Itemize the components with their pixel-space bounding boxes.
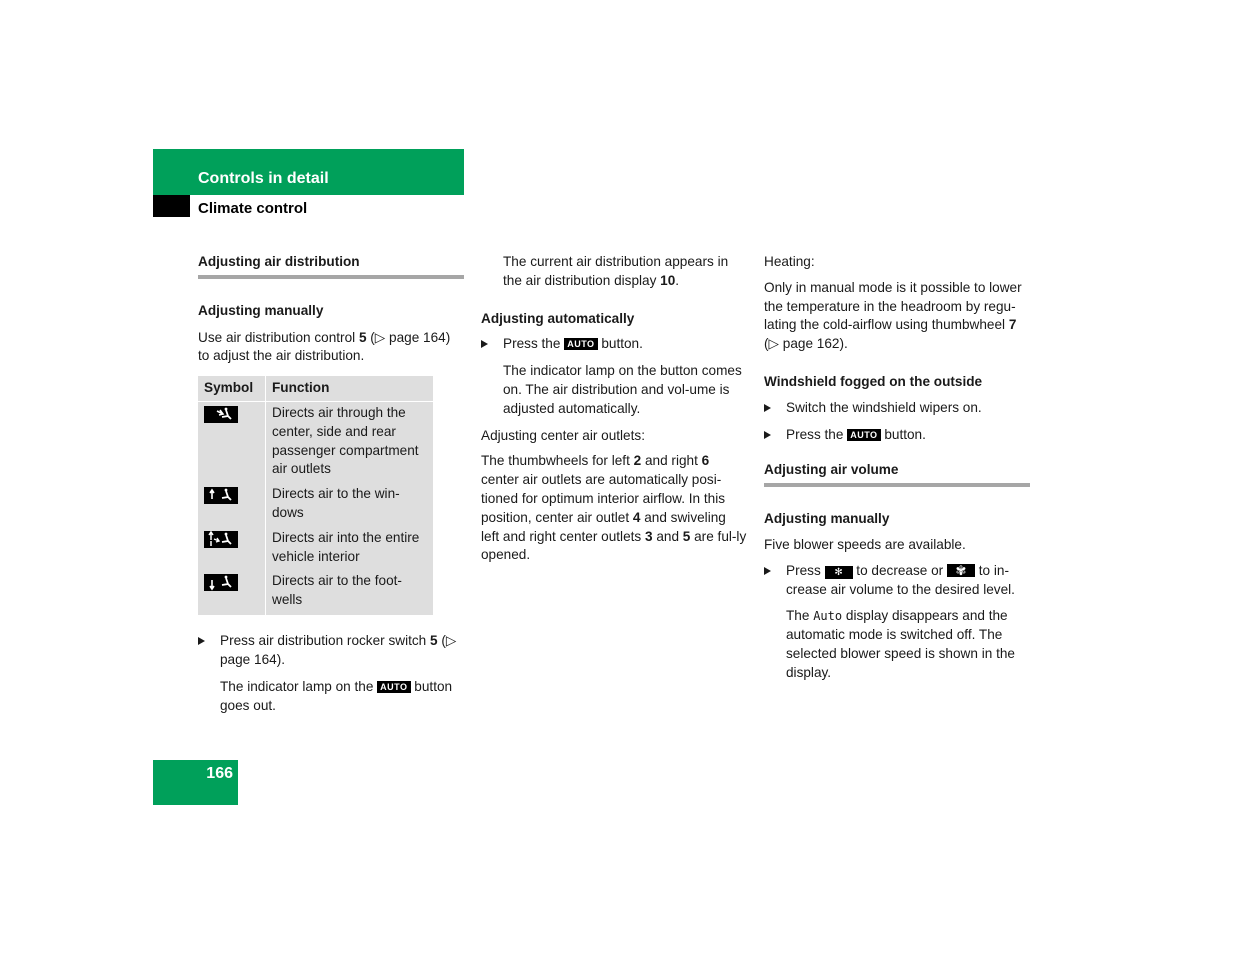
- air-distribution-display-paragraph: The current air distribution appears in the air distribution display 10.: [503, 254, 729, 288]
- fan-increase-icon: ✾: [947, 564, 975, 577]
- column-1: [198, 253, 464, 715]
- thumbwheels-paragraph: The thumbwheels for left 2 and right 6 center air outlets are automatically posi-tioned for optimum interior airflow. In this position, center air outlet 4 and swiveling left and right center outlets 3 and 5 are ful-ly opened.: [481, 453, 747, 563]
- table-header-symbol: Symbol: [198, 376, 266, 401]
- bullet-press-auto: Press the AUTO button.: [764, 426, 1030, 445]
- subheading-adjusting-manually: Adjusting manually: [198, 302, 324, 318]
- subsection-title: Climate control: [198, 200, 308, 217]
- column-3: [764, 253, 1030, 683]
- auto-button-symbol: AUTO: [564, 338, 597, 350]
- windshield-airflow-icon: [204, 487, 238, 504]
- bullet-arrow-icon: [198, 637, 205, 645]
- table-header-function: Function: [266, 376, 434, 401]
- center-side-outlets-icon: [204, 406, 238, 423]
- bullet-arrow-icon: [764, 431, 771, 439]
- subheading-adjusting-automatically: Adjusting automatically: [481, 310, 635, 326]
- table-row: [198, 401, 433, 483]
- column-2: [481, 253, 747, 565]
- subsection-marker: [153, 195, 190, 217]
- intro-paragraph: Use air distribution control 5 (▷ page 164) to adjust the air distribution.: [198, 329, 451, 364]
- auto-button-symbol: AUTO: [377, 681, 410, 693]
- footwell-airflow-icon: [204, 574, 238, 591]
- note-indicator-lamp-out: The indicator lamp on the AUTO button goes out.: [220, 678, 453, 713]
- heading-adjusting-air-distribution: Adjusting air distribution: [198, 253, 464, 279]
- bullet-arrow-icon: [764, 404, 771, 412]
- bullet-press-auto: Press the AUTO button.: [481, 335, 747, 354]
- fan-decrease-icon: ✻: [825, 566, 853, 579]
- table-row: [198, 570, 433, 615]
- heating-paragraph: Only in manual mode is it possible to lower the temperature in the headroom by regu-lating the cold-airflow using thumbwheel 7 (▷ page 162).: [764, 279, 1022, 352]
- auto-button-symbol: AUTO: [847, 429, 880, 441]
- note-auto-display-disappears: The Auto display disappears and the automatic mode is switched off. The selected blower speed is shown in the display.: [786, 608, 1015, 680]
- label-heating: Heating:: [764, 254, 815, 269]
- note-indicator-lamp-on: The indicator lamp on the button comes on. The air distribution and vol-ume is adjusted automatically.: [503, 363, 742, 416]
- page-number: 166: [206, 765, 233, 782]
- heading-adjusting-air-volume: Adjusting air volume: [764, 461, 1030, 487]
- bullet-switch-wipers: Switch the windshield wipers on.: [764, 399, 1030, 418]
- entire-interior-airflow-icon: [204, 531, 238, 548]
- bullet-press-fan-buttons: Press ✻ to decrease or ✾ to in-crease air volume to the desired level.: [764, 562, 1030, 600]
- symbol-function-table: [198, 376, 433, 615]
- row-function-text: Directs air into the entire vehicle interior: [272, 529, 420, 564]
- row-function-text: Directs air to the foot-wells: [272, 573, 402, 608]
- bullet-press-rocker-switch: Press air distribution rocker switch 5 (▷ page 164).: [198, 632, 464, 670]
- table-row: [198, 483, 433, 527]
- section-title: Controls in detail: [198, 170, 329, 187]
- table-row: [198, 527, 433, 571]
- auto-display-text: Auto: [813, 609, 843, 624]
- row-function-text: Directs air through the center, side and rear passenger compartment air outlets: [272, 404, 419, 477]
- label-center-air-outlets: Adjusting center air outlets:: [481, 427, 645, 443]
- bullet-arrow-icon: [764, 567, 771, 575]
- subheading-windshield-fogged: Windshield fogged on the outside: [764, 373, 983, 389]
- blower-speeds-paragraph: Five blower speeds are available.: [764, 536, 966, 552]
- bullet-arrow-icon: [481, 340, 488, 348]
- subheading-adjusting-manually: Adjusting manually: [764, 511, 890, 527]
- row-function-text: Directs air to the win-dows: [272, 486, 400, 520]
